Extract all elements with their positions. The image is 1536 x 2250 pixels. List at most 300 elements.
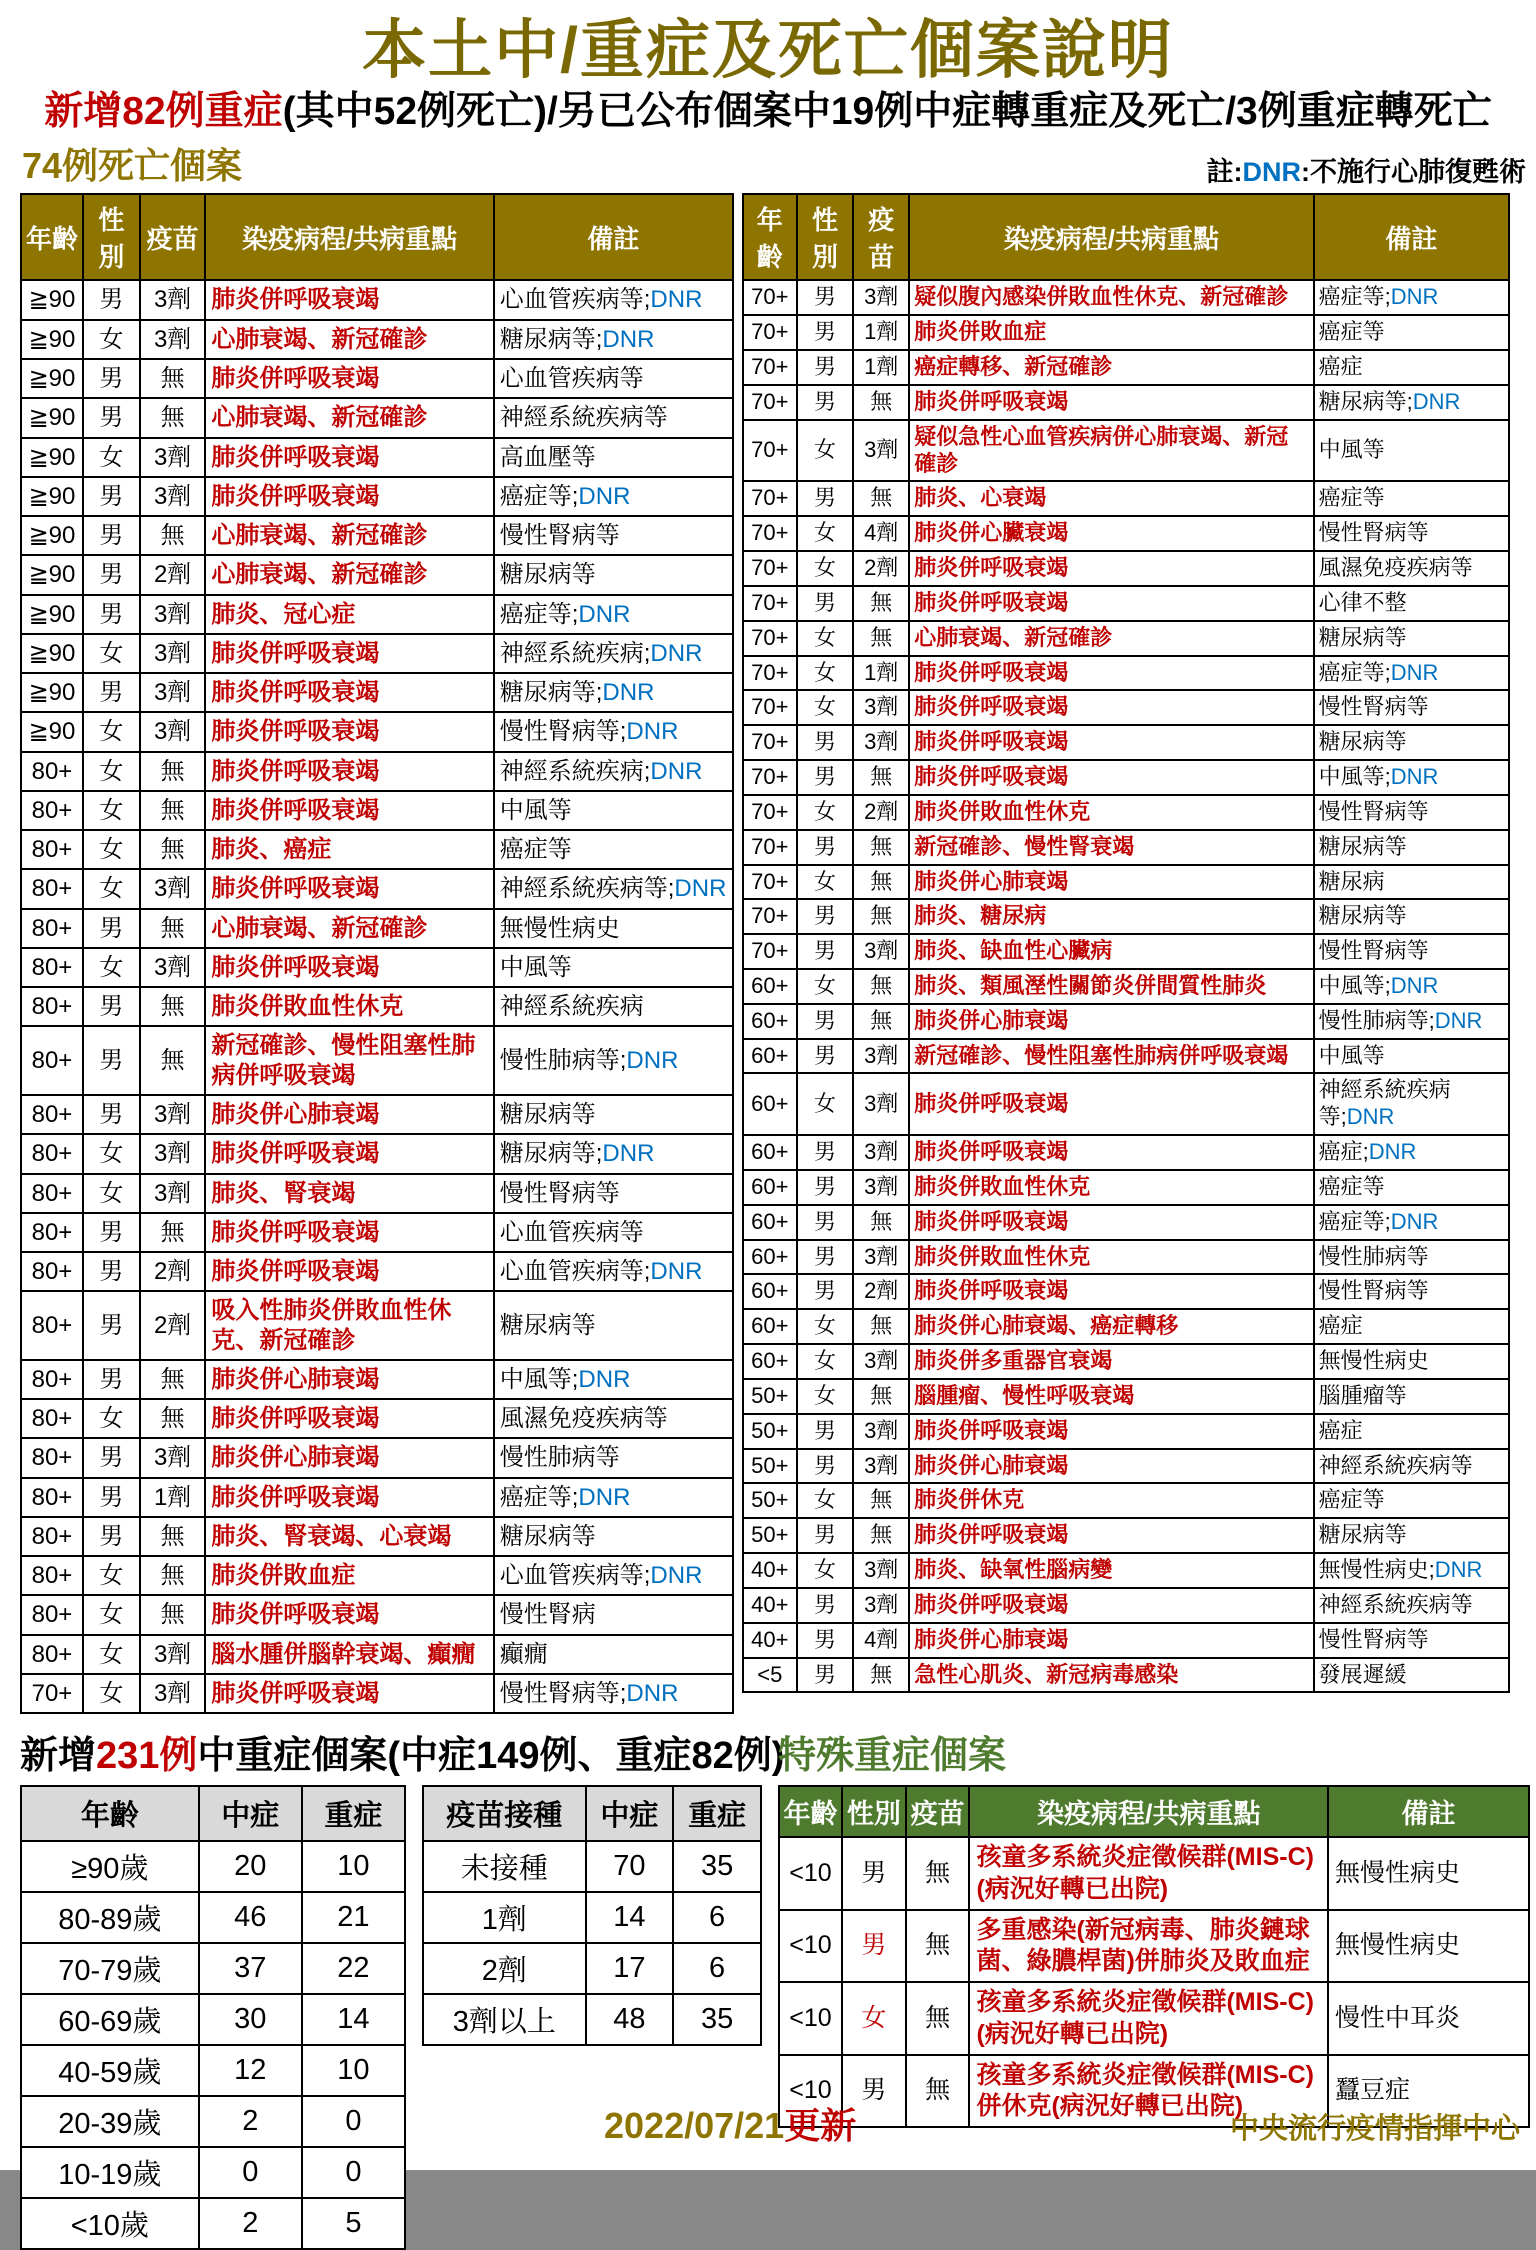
course-cell: 肺炎併多重器官衰竭 [909, 1344, 1313, 1379]
sex-cell: 女 [83, 948, 140, 987]
sex-cell: 女 [797, 516, 854, 551]
vaccine-cell: 無 [140, 1517, 206, 1556]
death-case-row [21, 1026, 733, 1095]
vaccine-cell: 3劑 [140, 1174, 206, 1213]
death-case-row [743, 350, 1509, 385]
subtitle-highlight: 新增82例重症 [44, 89, 283, 133]
age-cell: 80+ [21, 869, 83, 908]
remark-cell: 神經系統疾病等 [1314, 1588, 1509, 1623]
sex-cell: 女 [83, 791, 140, 830]
vaccine-cell: 3劑 [853, 1553, 909, 1588]
remark-cell: 心血管疾病等 [494, 359, 733, 398]
dnr-label: DNR [1390, 659, 1439, 685]
age-row-cell-2: 14 [302, 1994, 405, 2045]
sex-cell: 女 [797, 1073, 854, 1135]
age-cell: 60+ [743, 1073, 797, 1135]
age-cell: 60+ [743, 1205, 797, 1240]
remark-cell: 糖尿病等;DNR [494, 1134, 733, 1173]
course-cell: 肺炎併呼吸衰竭 [205, 673, 493, 712]
age-cell: 80+ [21, 1595, 83, 1634]
sex-cell: 男 [83, 516, 140, 555]
sex-cell: 男 [797, 760, 854, 795]
age-row-cell-0: 80-89歲 [21, 1892, 199, 1943]
age-row-cell-1: 20 [199, 1841, 302, 1892]
remark-cell: 癌症 [1314, 1414, 1509, 1449]
dnr-label: DNR [650, 757, 703, 785]
remark-cell: 心血管疾病等;DNR [494, 280, 733, 319]
age-cell: 60+ [743, 1004, 797, 1039]
sex-cell: 女 [83, 1174, 140, 1213]
vaccine-cell: 2劑 [140, 1291, 206, 1360]
age-row-cell-0: <10歲 [21, 2198, 199, 2249]
death-case-row [21, 1517, 733, 1556]
death-case-row [21, 1556, 733, 1595]
vaccine-row-cell-2: 35 [673, 1994, 761, 2045]
vaccine-cell: 無 [140, 791, 206, 830]
age-row-cell-0: 40-59歲 [21, 2045, 199, 2096]
age-cell: 80+ [21, 1095, 83, 1134]
vaccine-cell: 無 [140, 398, 206, 437]
death-case-row [21, 516, 733, 555]
course-cell: 心肺衰竭、新冠確診 [205, 516, 493, 555]
death-case-row [743, 1518, 1509, 1553]
dnr-label: DNR [626, 718, 679, 746]
remark-cell: 心血管疾病等 [494, 1213, 733, 1252]
age-cell: 50+ [743, 1449, 797, 1484]
remark-cell: 癌症;DNR [1314, 1135, 1509, 1170]
sex-cell: 女 [797, 969, 854, 1004]
death-case-row [21, 1095, 733, 1134]
dnr-label: DNR [578, 1483, 631, 1511]
dnr-label: DNR [626, 1680, 679, 1707]
age-row-cell-2: 0 [302, 2096, 405, 2147]
course-cell: 肺炎併呼吸衰竭 [909, 1205, 1313, 1240]
age-cell: 70+ [743, 690, 797, 725]
age-cell: ≧90 [21, 438, 83, 477]
course-cell: 肺炎併呼吸衰竭 [909, 586, 1313, 621]
age-cell: 80+ [21, 830, 83, 869]
death-case-row [743, 516, 1509, 551]
death-right-col-header-3: 染疫病程/共病重點 [909, 194, 1313, 280]
course-cell: 心肺衰竭、新冠確診 [205, 555, 493, 594]
vaccine-cell: 無 [853, 385, 909, 420]
age-row-cell-1: 37 [199, 1943, 302, 1994]
death-case-row [21, 1291, 733, 1360]
dnr-label: DNR [650, 639, 703, 667]
sex-cell: 男 [797, 1449, 854, 1484]
remark-cell: 慢性中耳炎 [1328, 1982, 1529, 2055]
course-cell: 心肺衰竭、新冠確診 [205, 909, 493, 948]
course-cell: 肺炎併呼吸衰竭 [205, 712, 493, 751]
death-case-row [743, 865, 1509, 900]
sex-cell: 女 [83, 1134, 140, 1173]
death-case-row [743, 315, 1509, 350]
remark-cell: 慢性腎病等 [494, 1174, 733, 1213]
sex-cell: 女 [797, 656, 854, 691]
vaccine-cell: 3劑 [853, 280, 909, 315]
age-row [21, 2198, 405, 2249]
age-cell: <10 [779, 2055, 842, 2128]
vaccine-row [423, 1892, 761, 1943]
course-cell: 肺炎併呼吸衰竭 [909, 690, 1313, 725]
age-row-cell-2: 5 [302, 2198, 405, 2249]
sex-cell: 男 [83, 1252, 140, 1291]
age-cell: <5 [743, 1658, 797, 1693]
death-left-col-header-1: 性別 [83, 194, 140, 280]
remark-cell: 中風等;DNR [1314, 969, 1509, 1004]
remark-cell: 癌症等;DNR [1314, 280, 1509, 315]
sex-cell: 男 [797, 934, 854, 969]
sex-cell: 女 [797, 1309, 854, 1344]
course-cell: 孩童多系統炎症徵候群(MIS-C)併休克(病況好轉已出院) [969, 2055, 1328, 2128]
age-cell: 80+ [21, 1252, 83, 1291]
vaccine-cell: 3劑 [853, 1449, 909, 1484]
sex-cell: 男 [83, 909, 140, 948]
dnr-label: DNR [1390, 284, 1439, 310]
dnr-label: DNR [1434, 1557, 1483, 1583]
age-cell: 80+ [21, 1360, 83, 1399]
remark-cell: 中風等;DNR [1314, 760, 1509, 795]
course-cell: 肺炎併呼吸衰竭 [205, 1134, 493, 1173]
remark-cell: 發展遲緩 [1314, 1658, 1509, 1693]
death-case-row [21, 673, 733, 712]
vaccine-row-cell-0: 2劑 [423, 1943, 586, 1994]
course-cell: 肺炎、心衰竭 [909, 481, 1313, 516]
age-cell: 70+ [743, 725, 797, 760]
death-case-row [743, 1205, 1509, 1240]
sex-cell: 男 [797, 1658, 854, 1693]
course-cell: 肺炎併呼吸衰竭 [909, 725, 1313, 760]
course-cell: 肺炎併呼吸衰竭 [205, 438, 493, 477]
age-cell: 40+ [743, 1623, 797, 1658]
remark-cell: 慢性腎病等 [1314, 516, 1509, 551]
dnr-label: DNR [578, 482, 631, 510]
death-case-row [21, 791, 733, 830]
course-cell: 肺炎併呼吸衰竭 [205, 477, 493, 516]
sex-cell: 男 [797, 481, 854, 516]
remark-cell: 癌症等 [1314, 1483, 1509, 1518]
age-cell: 70+ [743, 621, 797, 656]
age-table-col-header-1: 中症 [199, 1786, 302, 1841]
death-case-row [743, 690, 1509, 725]
course-cell: 多重感染(新冠病毒、肺炎鏈球菌、綠膿桿菌)併肺炎及敗血症 [969, 1910, 1328, 1983]
course-cell: 肺炎併呼吸衰竭 [205, 1252, 493, 1291]
vaccine-cell: 無 [853, 760, 909, 795]
sex-cell: 男 [842, 2055, 906, 2128]
death-case-row [743, 1004, 1509, 1039]
death-case-row [21, 1438, 733, 1477]
remark-cell: 癌症等 [1314, 315, 1509, 350]
vaccine-cell: 3劑 [853, 1039, 909, 1074]
course-cell: 心肺衰竭、新冠確診 [205, 398, 493, 437]
age-row-cell-2: 21 [302, 1892, 405, 1943]
age-cell: ≧90 [21, 516, 83, 555]
death-left-col-header-3: 染疫病程/共病重點 [205, 194, 493, 280]
remark-cell: 糖尿病等 [1314, 830, 1509, 865]
death-case-row [743, 586, 1509, 621]
mid-severe-heading-prefix: 新增 [20, 1735, 97, 1778]
special-cases-table [778, 1785, 1530, 2128]
age-cell: 60+ [743, 1240, 797, 1275]
age-cell: 70+ [743, 760, 797, 795]
dnr-label: DNR [1390, 973, 1439, 998]
vaccine-cell: 3劑 [140, 438, 206, 477]
remark-cell: 風濕免疫疾病等 [494, 1399, 733, 1438]
vaccine-cell: 無 [853, 1483, 909, 1518]
age-cell: 70+ [743, 865, 797, 900]
death-case-row [743, 656, 1509, 691]
death-case-row [743, 1309, 1509, 1344]
vaccine-row-cell-0: 3劑以上 [423, 1994, 586, 2045]
death-case-row [21, 280, 733, 319]
sex-cell: 男 [83, 1438, 140, 1477]
sex-cell: 男 [83, 1291, 140, 1360]
vaccine-row [423, 1841, 761, 1892]
sex-cell: 男 [797, 1205, 854, 1240]
vaccine-cell: 無 [853, 586, 909, 621]
age-cell: <10 [779, 1982, 842, 2055]
age-cell: 60+ [743, 1309, 797, 1344]
sex-cell: 女 [797, 690, 854, 725]
remark-cell: 癌症等;DNR [494, 477, 733, 516]
remark-cell: 神經系統疾病等;DNR [1314, 1073, 1509, 1135]
sex-cell: 女 [83, 1399, 140, 1438]
vaccine-cell: 無 [853, 969, 909, 1004]
issuing-organization: 中央流行疫情指揮中心 [1229, 2113, 1520, 2145]
age-cell: 80+ [21, 948, 83, 987]
dnr-label: DNR [602, 679, 655, 707]
vaccine-cell: 3劑 [140, 280, 206, 319]
remark-cell: 無慢性病史 [494, 909, 733, 948]
sex-cell: 女 [83, 1674, 140, 1713]
age-row [21, 1892, 405, 1943]
vaccine-cell: 無 [906, 1910, 970, 1983]
sex-cell: 女 [797, 1553, 854, 1588]
remark-cell: 慢性腎病等;DNR [494, 1674, 733, 1713]
vaccine-cell: 無 [140, 1595, 206, 1634]
death-case-row [743, 280, 1509, 315]
death-case-row [743, 1379, 1509, 1414]
death-right-col-header-4: 備註 [1314, 194, 1509, 280]
age-cell: 80+ [21, 1556, 83, 1595]
death-case-row [21, 477, 733, 516]
age-cell: 70+ [743, 656, 797, 691]
sex-cell: 男 [83, 673, 140, 712]
age-cell: 80+ [21, 1134, 83, 1173]
death-case-row [21, 1595, 733, 1634]
age-cell: ≧90 [21, 359, 83, 398]
course-cell: 肺炎併心肺衰竭 [205, 1095, 493, 1134]
vaccine-cell: 3劑 [853, 1073, 909, 1135]
sex-cell: 男 [83, 359, 140, 398]
vaccine-cell: 3劑 [853, 420, 909, 482]
remark-cell: 糖尿病等 [1314, 899, 1509, 934]
vaccine-cell: 無 [853, 1518, 909, 1553]
vaccine-table-col-header-2: 重症 [673, 1786, 761, 1841]
dnr-legend-prefix: 註: [1206, 157, 1243, 188]
age-cell: 50+ [743, 1414, 797, 1449]
course-cell: 肺炎併呼吸衰竭 [205, 359, 493, 398]
death-section-heading: 74例死亡個案 [22, 145, 243, 187]
vaccine-cell: 無 [906, 1837, 970, 1910]
remark-cell: 心血管疾病等;DNR [494, 1252, 733, 1291]
vaccine-cell: 3劑 [853, 1588, 909, 1623]
death-case-row [21, 359, 733, 398]
vaccine-cell: 3劑 [853, 934, 909, 969]
age-cell: 70+ [21, 1674, 83, 1713]
course-cell: 腦水腫併腦幹衰竭、癲癇 [205, 1635, 493, 1674]
dnr-label: DNR [578, 1365, 631, 1393]
remark-cell: 中風等 [1314, 420, 1509, 482]
dnr-label: DNR [602, 325, 655, 353]
sex-cell: 女 [83, 320, 140, 359]
course-cell: 肺炎併心肺衰竭 [205, 1438, 493, 1477]
course-cell: 肺炎、類風溼性關節炎併間質性肺炎 [909, 969, 1313, 1004]
sex-cell: 男 [83, 1026, 140, 1095]
death-case-row [743, 969, 1509, 1004]
age-cell: 40+ [743, 1588, 797, 1623]
remark-cell: 無慢性病史 [1328, 1910, 1529, 1983]
dnr-label: DNR [650, 1258, 703, 1286]
update-date-value: 2022/07/21 [604, 2105, 785, 2146]
age-cell: 60+ [743, 1135, 797, 1170]
death-case-row [743, 934, 1509, 969]
remark-cell: 癌症 [1314, 350, 1509, 385]
age-cell: 70+ [743, 481, 797, 516]
sex-cell: 男 [83, 1360, 140, 1399]
sex-cell: 男 [83, 1213, 140, 1252]
vaccine-table-header-row [423, 1786, 761, 1841]
vaccine-cell: 無 [140, 987, 206, 1026]
sex-cell: 男 [797, 1240, 854, 1275]
death-case-row [743, 1344, 1509, 1379]
age-cell: 80+ [21, 987, 83, 1026]
remark-cell: 神經系統疾病 [494, 987, 733, 1026]
subtitle-rest: (其中52例死亡)/另已公布個案中19例中症轉重症及死亡/3例重症轉死亡 [282, 89, 1492, 133]
course-cell: 肺炎併呼吸衰竭 [909, 1588, 1313, 1623]
course-cell: 肺炎併呼吸衰竭 [205, 752, 493, 791]
death-right-col-header-2: 疫苗 [853, 194, 909, 280]
vaccine-cell: 3劑 [853, 1414, 909, 1449]
death-case-row [21, 555, 733, 594]
page-title: 本土中/重症及死亡個案說明 [362, 14, 1174, 86]
vaccine-cell: 2劑 [853, 795, 909, 830]
dnr-label: DNR [1390, 764, 1439, 790]
death-case-row [743, 1274, 1509, 1309]
course-cell: 肺炎、糖尿病 [909, 899, 1313, 934]
course-cell: 肺炎併呼吸衰竭 [909, 1414, 1313, 1449]
course-cell: 肺炎併呼吸衰竭 [909, 551, 1313, 586]
age-cell: 40+ [743, 1553, 797, 1588]
vaccine-cell: 1劑 [853, 350, 909, 385]
age-row-cell-0: ≥90歲 [21, 1841, 199, 1892]
sex-cell: 女 [83, 634, 140, 673]
remark-cell: 慢性腎病等 [494, 516, 733, 555]
sex-cell: 男 [797, 1518, 854, 1553]
age-cell: 50+ [743, 1483, 797, 1518]
vaccine-cell: 4劑 [853, 1623, 909, 1658]
remark-cell: 風濕免疫疾病等 [1314, 551, 1509, 586]
course-cell: 肺炎併呼吸衰竭 [205, 948, 493, 987]
age-row [21, 1841, 405, 1892]
sex-cell: 男 [83, 555, 140, 594]
sex-cell: 男 [797, 725, 854, 760]
age-table-col-header-2: 重症 [302, 1786, 405, 1841]
remark-cell: 心血管疾病等;DNR [494, 1556, 733, 1595]
death-case-row [743, 899, 1509, 934]
vaccine-cell: 3劑 [140, 712, 206, 751]
age-cell: 80+ [21, 1291, 83, 1360]
death-case-row [21, 987, 733, 1026]
special-table-col-header-2: 疫苗 [906, 1786, 970, 1837]
death-case-row [21, 320, 733, 359]
remark-cell: 癌症等 [494, 830, 733, 869]
age-row [21, 2045, 405, 2096]
dnr-label: DNR [1412, 388, 1461, 414]
vaccine-row-cell-1: 17 [586, 1943, 674, 1994]
death-case-row [21, 595, 733, 634]
age-cell: ≧90 [21, 673, 83, 712]
age-row-cell-0: 60-69歲 [21, 1994, 199, 2045]
remark-cell: 蠶豆症 [1328, 2055, 1529, 2128]
death-case-row [743, 621, 1509, 656]
remark-cell: 慢性腎病等 [1314, 690, 1509, 725]
remark-cell: 癌症等;DNR [494, 595, 733, 634]
vaccine-table-col-header-1: 中症 [586, 1786, 674, 1841]
age-table-col-header-0: 年齡 [21, 1786, 199, 1841]
vaccine-cell: 3劑 [140, 673, 206, 712]
remark-cell: 高血壓等 [494, 438, 733, 477]
vaccine-cell: 1劑 [853, 315, 909, 350]
age-cell: <10 [779, 1910, 842, 1983]
vaccine-cell: 3劑 [140, 948, 206, 987]
vaccine-cell: 3劑 [853, 1240, 909, 1275]
sex-cell: 女 [797, 1483, 854, 1518]
vaccine-row-cell-1: 14 [586, 1892, 674, 1943]
sex-cell: 女 [797, 865, 854, 900]
death-case-row [21, 1213, 733, 1252]
subtitle [0, 90, 1536, 135]
age-cell: 70+ [743, 385, 797, 420]
vaccine-distribution-table [422, 1785, 762, 2046]
death-case-row [743, 1553, 1509, 1588]
age-cell: ≧90 [21, 398, 83, 437]
remark-cell: 糖尿病等 [1314, 621, 1509, 656]
update-date-suffix: 更新 [784, 2105, 857, 2146]
course-cell: 肺炎併呼吸衰竭 [205, 1595, 493, 1634]
dnr-legend-suffix: :不施行心肺復甦術 [1301, 157, 1526, 188]
age-row-cell-1: 2 [199, 2198, 302, 2249]
vaccine-cell: 無 [853, 899, 909, 934]
dnr-label: DNR [650, 1562, 703, 1590]
age-row-cell-2: 10 [302, 2045, 405, 2096]
sex-cell: 男 [83, 1517, 140, 1556]
vaccine-cell: 無 [140, 830, 206, 869]
death-case-row [21, 909, 733, 948]
update-date [604, 2098, 856, 2149]
sex-cell: 男 [797, 1623, 854, 1658]
vaccine-cell: 3劑 [140, 1674, 206, 1713]
remark-cell: 慢性腎病等;DNR [494, 712, 733, 751]
vaccine-cell: 3劑 [853, 1135, 909, 1170]
vaccine-row [423, 1943, 761, 1994]
vaccine-cell: 無 [140, 359, 206, 398]
remark-cell: 心律不整 [1314, 586, 1509, 621]
death-case-row [21, 1134, 733, 1173]
dnr-label: DNR [1434, 1007, 1483, 1033]
vaccine-cell: 3劑 [140, 1134, 206, 1173]
remark-cell: 慢性腎病等 [1314, 1623, 1509, 1658]
